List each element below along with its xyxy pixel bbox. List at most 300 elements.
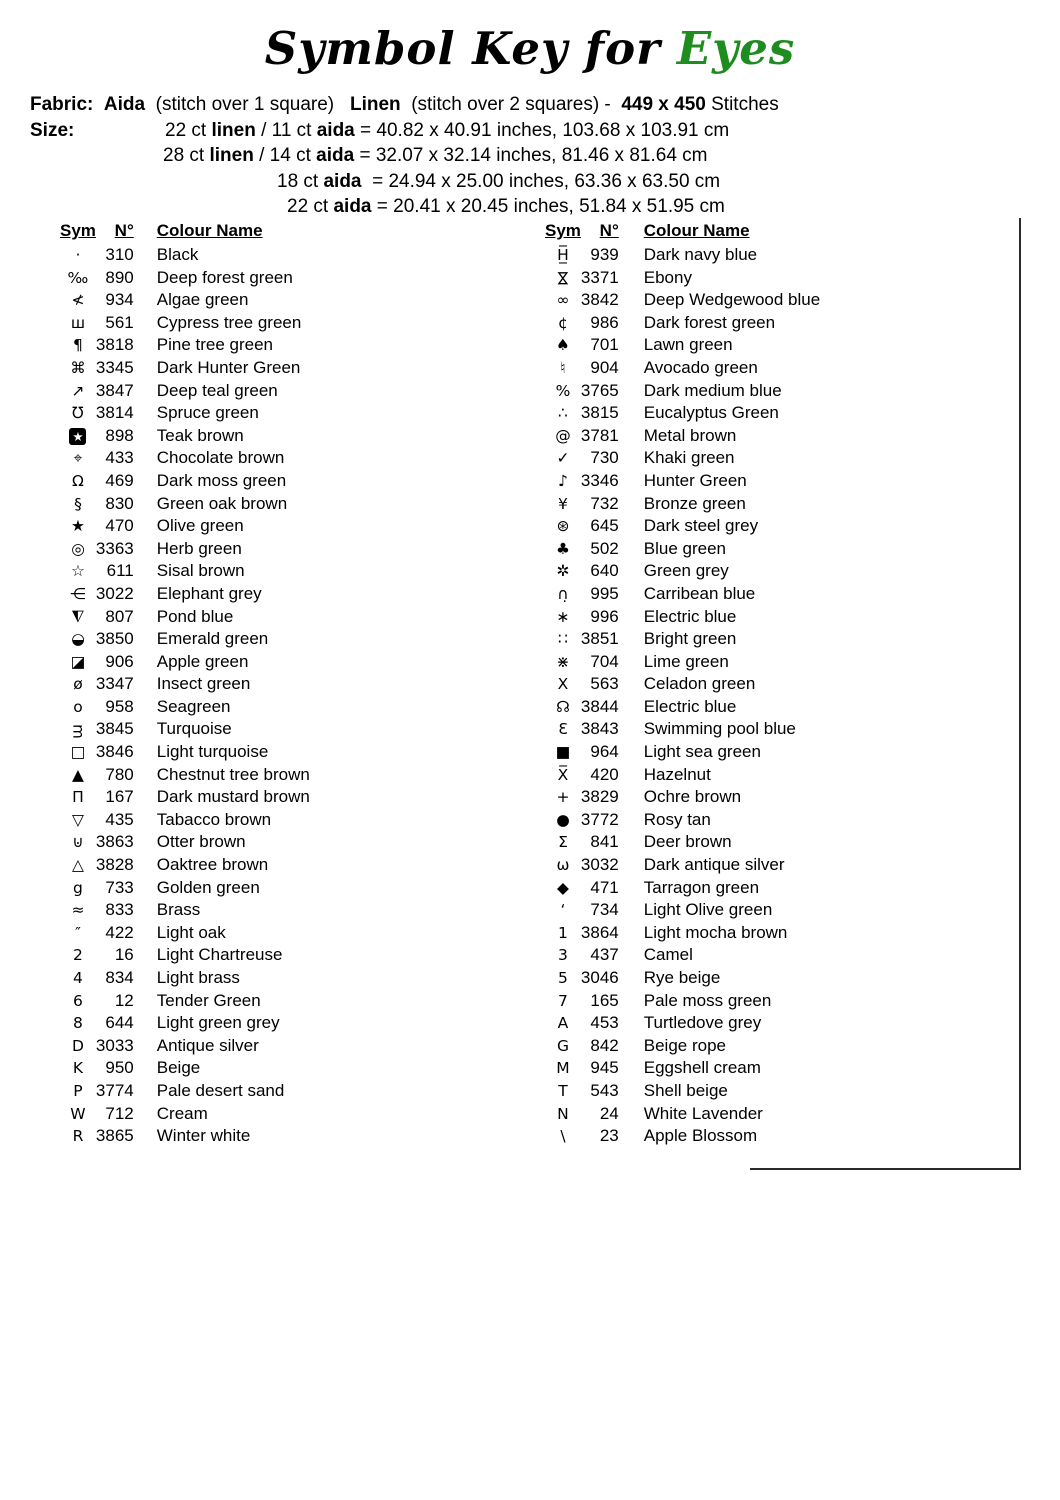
table-row bbox=[545, 538, 934, 561]
stitch-symbol: ★ bbox=[71, 517, 85, 536]
table-row bbox=[545, 786, 934, 809]
symbol-cell bbox=[545, 334, 581, 357]
floss-number: 3774 bbox=[95, 1080, 134, 1100]
table-row bbox=[60, 1080, 447, 1103]
floss-number: 422 bbox=[105, 922, 134, 942]
table-row bbox=[545, 764, 934, 787]
colour-name: Lawn green bbox=[643, 335, 733, 355]
floss-number: 471 bbox=[590, 877, 619, 897]
stitch-symbol: · bbox=[75, 246, 81, 264]
text: Stitches bbox=[705, 94, 779, 115]
table-row bbox=[60, 380, 447, 403]
table-row bbox=[60, 651, 447, 674]
table-row bbox=[60, 267, 447, 290]
symbol-cell bbox=[60, 922, 96, 945]
symbol-cell bbox=[60, 380, 96, 403]
colour-name: Green grey bbox=[643, 561, 729, 581]
floss-number: 3864 bbox=[580, 922, 619, 942]
table-row bbox=[60, 628, 447, 651]
floss-number: 732 bbox=[590, 493, 619, 513]
stitch-symbol: A bbox=[557, 1014, 569, 1033]
symbol-cell bbox=[545, 425, 581, 448]
floss-number: 712 bbox=[105, 1103, 134, 1123]
symbol-cell bbox=[545, 651, 581, 674]
symbol-cell bbox=[60, 696, 96, 719]
symbol-cell bbox=[60, 741, 96, 764]
stitch-symbol: □ bbox=[70, 743, 86, 762]
colour-name: Light Olive green bbox=[643, 900, 773, 920]
colour-name: Lime green bbox=[643, 651, 729, 671]
table-row bbox=[60, 334, 447, 357]
stitch-symbol: ◆ bbox=[557, 878, 569, 897]
size-line bbox=[30, 143, 779, 169]
table-row bbox=[545, 718, 934, 741]
number-column-header bbox=[581, 218, 619, 244]
symbol-cell bbox=[545, 1057, 581, 1080]
colour-name: Camel bbox=[643, 945, 693, 965]
colour-name: Pine tree green bbox=[156, 335, 273, 355]
symbol-cell bbox=[545, 380, 581, 403]
symbol-cell bbox=[545, 877, 581, 900]
table-row bbox=[545, 1080, 934, 1103]
symbol-cell bbox=[545, 967, 581, 990]
table-row bbox=[60, 493, 447, 516]
table-row bbox=[545, 560, 934, 583]
stitch-symbol: ≈ bbox=[71, 901, 85, 920]
colour-name-header-label: Colour Name bbox=[156, 221, 263, 240]
fabric-line bbox=[30, 92, 779, 118]
floss-number: 23 bbox=[599, 1126, 619, 1146]
floss-number: 310 bbox=[105, 245, 134, 264]
colour-name: Apple green bbox=[156, 651, 249, 671]
stitch-symbol: Ɛ bbox=[558, 720, 568, 739]
symbol-cell bbox=[60, 244, 96, 267]
floss-number: 906 bbox=[105, 651, 134, 671]
stitch-symbol: ✓ bbox=[556, 449, 570, 468]
colour-name: Insect green bbox=[156, 674, 251, 694]
symbol-cell bbox=[60, 493, 96, 516]
stitch-symbol: o bbox=[73, 697, 83, 716]
colour-name: Eggshell cream bbox=[643, 1058, 761, 1078]
stitch-symbol: ∞ bbox=[556, 291, 570, 310]
symbol-cell bbox=[60, 538, 96, 561]
stitch-symbol: ¢ bbox=[558, 313, 568, 332]
colour-name: Dark steel grey bbox=[643, 516, 759, 536]
colour-name: Pond blue bbox=[156, 606, 234, 626]
colour-name-header-label: Colour Name bbox=[643, 221, 750, 240]
floss-number: 433 bbox=[105, 448, 134, 468]
symbol-cell bbox=[60, 877, 96, 900]
table-row bbox=[60, 877, 447, 900]
table-row bbox=[545, 312, 934, 335]
stitch-symbol: g bbox=[73, 878, 83, 897]
table-row bbox=[60, 944, 447, 967]
floss-number: 3814 bbox=[95, 403, 134, 423]
symbol-cell bbox=[545, 1125, 581, 1148]
floss-number: 3033 bbox=[95, 1035, 134, 1055]
floss-number: 3851 bbox=[580, 629, 619, 649]
stitch-symbol: ‰ bbox=[67, 268, 89, 287]
stitch-symbol: ☆ bbox=[71, 562, 85, 581]
table-row bbox=[545, 967, 934, 990]
text: = 40.82 x 40.91 inches, 103.68 x 103.91 cm bbox=[354, 119, 730, 141]
stitch-symbol: 4 bbox=[73, 969, 83, 987]
floss-number: 3772 bbox=[580, 809, 619, 829]
symbol-cell bbox=[545, 1012, 581, 1035]
stitch-symbol: ◎ bbox=[71, 539, 85, 558]
table-row bbox=[60, 312, 447, 335]
stitch-symbol: ◒ bbox=[71, 630, 85, 649]
colour-name: Chocolate brown bbox=[156, 448, 285, 468]
colour-name: Elephant grey bbox=[156, 583, 262, 603]
stitch-symbol: Ω bbox=[72, 471, 84, 490]
symbol-cell bbox=[60, 357, 96, 380]
stitch-symbol: ★ bbox=[69, 428, 86, 445]
sym-header-label: Sym bbox=[60, 221, 96, 240]
symbol-cell bbox=[60, 673, 96, 696]
colour-name: Bright green bbox=[643, 629, 737, 649]
bold-text: linen bbox=[209, 145, 254, 167]
size-label: Size: bbox=[30, 119, 75, 141]
table-row bbox=[60, 289, 447, 312]
floss-number: 3863 bbox=[95, 832, 134, 852]
table-row bbox=[60, 1103, 447, 1126]
stitch-symbol: ✲ bbox=[556, 562, 570, 581]
table-row bbox=[60, 357, 447, 380]
table-row bbox=[60, 470, 447, 493]
text: = 32.07 x 32.14 inches, 81.46 x 81.64 cm bbox=[354, 145, 708, 167]
stitch-symbol: W bbox=[70, 1104, 86, 1123]
colour-name: Green oak brown bbox=[156, 493, 288, 513]
symbol-cell bbox=[545, 831, 581, 854]
colour-name: Dark mustard brown bbox=[156, 787, 310, 807]
floss-number: 841 bbox=[590, 832, 619, 852]
floss-number: 733 bbox=[105, 877, 134, 897]
colour-name: Deer brown bbox=[643, 832, 732, 852]
symbol-cell bbox=[60, 809, 96, 832]
text: = 24.94 x 25.00 inches, 63.36 x 63.50 cm bbox=[361, 170, 721, 192]
symbol-cell bbox=[545, 244, 581, 267]
table-row bbox=[545, 1012, 934, 1035]
stitch-symbol: ℧ bbox=[72, 404, 84, 423]
floss-number: 833 bbox=[105, 900, 134, 920]
symbol-cell bbox=[60, 967, 96, 990]
floss-number: 3843 bbox=[580, 719, 619, 739]
colour-name: Light green grey bbox=[156, 1013, 280, 1033]
colour-name: Hazelnut bbox=[643, 764, 711, 784]
bold-text: Fabric: bbox=[30, 94, 94, 115]
stitch-symbol: 1 bbox=[558, 923, 568, 942]
symbol-cell bbox=[545, 470, 581, 493]
colour-name: Bronze green bbox=[643, 493, 746, 513]
colour-name: Light brass bbox=[156, 968, 240, 987]
stitch-symbol: ♣ bbox=[556, 539, 570, 558]
colour-name: Light Chartreuse bbox=[156, 945, 283, 965]
stitch-symbol: D bbox=[71, 1036, 84, 1055]
bold-text: Aida bbox=[103, 94, 146, 115]
symbol-cell bbox=[60, 402, 96, 425]
floss-number: 435 bbox=[105, 809, 134, 829]
colour-name: Shell beige bbox=[643, 1080, 728, 1100]
stitch-symbol: 5 bbox=[558, 969, 568, 987]
symbol-cell bbox=[60, 447, 96, 470]
table-row bbox=[545, 1035, 934, 1058]
table-row bbox=[545, 289, 934, 312]
table-row bbox=[60, 809, 447, 832]
floss-number: 939 bbox=[590, 245, 619, 264]
stitch-symbol: ■ bbox=[555, 743, 571, 762]
stitch-symbol: ⌖ bbox=[73, 449, 83, 468]
colour-name-column-header bbox=[619, 218, 934, 244]
table-row bbox=[545, 606, 934, 629]
symbol-cell bbox=[60, 718, 96, 741]
colour-name: Light oak bbox=[156, 922, 226, 942]
table-row bbox=[545, 673, 934, 696]
floss-number: 3345 bbox=[95, 357, 134, 377]
stitch-symbol: ♮ bbox=[560, 358, 566, 377]
colour-name: Light turquoise bbox=[156, 742, 269, 762]
stitch-symbol: ⋲ bbox=[70, 584, 86, 603]
colour-name: Ochre brown bbox=[643, 787, 742, 807]
stitch-symbol: ¥ bbox=[558, 494, 568, 513]
stitch-symbol: ⊛ bbox=[556, 517, 570, 536]
colour-name: Emerald green bbox=[156, 629, 269, 649]
colour-name: Eucalyptus Green bbox=[643, 403, 779, 423]
bold-text: aida bbox=[323, 170, 362, 192]
stitch-symbol: ⊍ bbox=[72, 833, 84, 852]
floss-number: 640 bbox=[590, 561, 619, 581]
title-subject: Eyes bbox=[676, 22, 796, 75]
symbol-cell bbox=[545, 493, 581, 516]
text: / 11 ct bbox=[255, 119, 317, 141]
table-row bbox=[60, 1012, 447, 1035]
stitch-symbol: ᴟ bbox=[73, 720, 83, 739]
symbol-cell bbox=[545, 267, 581, 290]
floss-number: 945 bbox=[590, 1058, 619, 1078]
stitch-symbol: 7 bbox=[558, 991, 568, 1010]
symbol-cell bbox=[545, 357, 581, 380]
text: 28 ct bbox=[163, 145, 210, 167]
colour-name: Chestnut tree brown bbox=[156, 764, 310, 784]
colour-name: Otter brown bbox=[156, 832, 246, 852]
stitch-symbol: R bbox=[72, 1127, 84, 1146]
symbol-cell bbox=[60, 1080, 96, 1103]
size-line bbox=[30, 194, 779, 220]
stitch-symbol: ☊ bbox=[556, 697, 570, 716]
floss-number: 734 bbox=[590, 900, 619, 920]
table-row bbox=[545, 944, 934, 967]
text: (stitch over 1 square) bbox=[145, 94, 350, 115]
colour-name: Brass bbox=[156, 900, 201, 920]
symbol-cell bbox=[545, 944, 581, 967]
stitch-symbol: ω bbox=[556, 856, 570, 875]
stitch-symbol: K bbox=[72, 1059, 84, 1078]
table-row bbox=[60, 786, 447, 809]
floss-number: 645 bbox=[590, 516, 619, 536]
colour-name: Deep forest green bbox=[156, 267, 293, 287]
table-row bbox=[545, 583, 934, 606]
floss-number: 3346 bbox=[580, 470, 619, 490]
symbol-cell bbox=[60, 990, 96, 1013]
table-row bbox=[545, 470, 934, 493]
table-row bbox=[60, 990, 447, 1013]
stitch-symbol: 3 bbox=[558, 946, 568, 965]
table-row bbox=[545, 425, 934, 448]
symbol-cell bbox=[545, 289, 581, 312]
sym-header-label: Sym bbox=[545, 221, 581, 240]
floss-number: 964 bbox=[590, 742, 619, 762]
symbol-cell bbox=[545, 696, 581, 719]
table-row bbox=[545, 267, 934, 290]
symbol-cell bbox=[545, 809, 581, 832]
colour-name: Apple Blossom bbox=[643, 1126, 758, 1146]
symbol-cell bbox=[545, 922, 581, 945]
table-row bbox=[60, 402, 447, 425]
table-row bbox=[60, 764, 447, 787]
colour-name-column-header bbox=[134, 218, 447, 244]
number-header-label: N° bbox=[599, 221, 619, 240]
colour-name: Sisal brown bbox=[156, 561, 245, 581]
stitch-symbol: ◪ bbox=[70, 652, 86, 671]
stitch-symbol: 2 bbox=[73, 946, 83, 965]
floss-number: 730 bbox=[590, 448, 619, 468]
text bbox=[93, 94, 104, 115]
floss-number: 420 bbox=[590, 764, 619, 784]
colour-name: Blue green bbox=[643, 538, 726, 558]
table-row bbox=[545, 651, 934, 674]
colour-name: Cream bbox=[156, 1103, 208, 1123]
header-row bbox=[545, 218, 934, 244]
colour-name: Black bbox=[156, 245, 199, 264]
floss-number: 3865 bbox=[95, 1126, 134, 1146]
floss-number: 780 bbox=[105, 764, 134, 784]
symbol-cell bbox=[545, 1035, 581, 1058]
table-row bbox=[545, 402, 934, 425]
table-row bbox=[60, 425, 447, 448]
table-row bbox=[545, 357, 934, 380]
symbol-cell bbox=[60, 1103, 96, 1126]
floss-number: 3845 bbox=[95, 719, 134, 739]
stitch-symbol: Σ bbox=[558, 833, 568, 852]
colour-name: Olive green bbox=[156, 516, 244, 536]
colour-name: Antique silver bbox=[156, 1035, 259, 1055]
symbol-cell bbox=[545, 718, 581, 741]
symbol-cell bbox=[545, 786, 581, 809]
colour-name: Cypress tree green bbox=[156, 312, 302, 332]
colour-name: Dark forest green bbox=[643, 312, 776, 332]
symbol-cell bbox=[545, 515, 581, 538]
symbol-cell bbox=[60, 1035, 96, 1058]
colour-name: Pale desert sand bbox=[156, 1080, 285, 1100]
table-row bbox=[545, 334, 934, 357]
floss-number: 890 bbox=[105, 267, 134, 287]
floss-number: 167 bbox=[105, 787, 134, 807]
table-row bbox=[545, 628, 934, 651]
stitch-symbol: ♠ bbox=[556, 336, 570, 355]
table-row bbox=[60, 831, 447, 854]
table-row bbox=[545, 244, 934, 267]
header-row bbox=[60, 218, 447, 244]
table-row bbox=[545, 1103, 934, 1126]
floss-number: 830 bbox=[105, 493, 134, 513]
stitch-symbol: ∩̣ bbox=[557, 584, 569, 603]
table-row bbox=[60, 1057, 447, 1080]
left-table-body bbox=[60, 244, 447, 1148]
colour-name: Metal brown bbox=[643, 425, 737, 445]
symbol-cell bbox=[545, 560, 581, 583]
floss-number: 958 bbox=[105, 696, 134, 716]
floss-number: 3371 bbox=[580, 267, 619, 287]
stitch-symbol: % bbox=[555, 381, 571, 400]
stitch-symbol: ▽ bbox=[72, 810, 84, 829]
floss-number: 3846 bbox=[95, 742, 134, 762]
table-row bbox=[60, 515, 447, 538]
floss-number: 995 bbox=[590, 583, 619, 603]
stitch-symbol: G bbox=[556, 1036, 569, 1055]
stitch-symbol: ♪ bbox=[558, 471, 568, 490]
floss-number: 807 bbox=[105, 606, 134, 626]
size-line bbox=[30, 118, 779, 144]
floss-number: 3815 bbox=[580, 403, 619, 423]
symbol-cell bbox=[60, 1012, 96, 1035]
stitch-symbol: X̅ bbox=[557, 765, 569, 784]
symbol-cell bbox=[60, 312, 96, 335]
symbol-cell bbox=[545, 402, 581, 425]
stitch-symbol: ‘ bbox=[560, 901, 566, 920]
colour-name: Avocado green bbox=[643, 357, 758, 377]
stitch-symbol: M bbox=[556, 1059, 570, 1078]
floss-number: 502 bbox=[590, 538, 619, 558]
table-row bbox=[60, 967, 447, 990]
table-row bbox=[545, 1057, 934, 1080]
symbol-cell bbox=[60, 470, 96, 493]
floss-number: 563 bbox=[590, 674, 619, 694]
symbol-cell bbox=[545, 606, 581, 629]
title-text: Symbol Key for bbox=[264, 22, 661, 75]
number-column-header bbox=[96, 218, 134, 244]
table-row bbox=[545, 990, 934, 1013]
symbol-cell bbox=[60, 515, 96, 538]
symbol-cell bbox=[60, 831, 96, 854]
stitch-symbol: ↗ bbox=[71, 381, 85, 400]
symbol-key-table-left bbox=[60, 218, 447, 1148]
colour-name: Deep Wedgewood blue bbox=[643, 290, 821, 310]
table-row bbox=[60, 899, 447, 922]
colour-name: Rosy tan bbox=[643, 809, 711, 829]
stitch-symbol: ø bbox=[73, 675, 83, 694]
floss-number: 704 bbox=[590, 651, 619, 671]
floss-number: 934 bbox=[105, 290, 134, 310]
symbol-key-table-right bbox=[545, 218, 934, 1148]
symbol-cell bbox=[60, 1057, 96, 1080]
colour-name: Algae green bbox=[156, 290, 249, 310]
colour-name: Dark Hunter Green bbox=[156, 357, 301, 377]
stitch-symbol: \ bbox=[560, 1127, 566, 1146]
colour-name: Seagreen bbox=[156, 696, 231, 716]
text: 18 ct bbox=[277, 170, 324, 192]
table-row bbox=[545, 899, 934, 922]
colour-name: Turtledove grey bbox=[643, 1013, 762, 1033]
floss-number: 3363 bbox=[95, 538, 134, 558]
stitch-symbol: T bbox=[558, 1081, 568, 1100]
table-row bbox=[60, 447, 447, 470]
stitch-symbol: § bbox=[74, 494, 82, 513]
table-row bbox=[545, 1125, 934, 1148]
stitch-symbol: Π bbox=[72, 788, 84, 807]
floss-number: 3765 bbox=[580, 380, 619, 400]
symbol-cell bbox=[60, 334, 96, 357]
stitch-symbol: ⋇ bbox=[556, 652, 570, 671]
